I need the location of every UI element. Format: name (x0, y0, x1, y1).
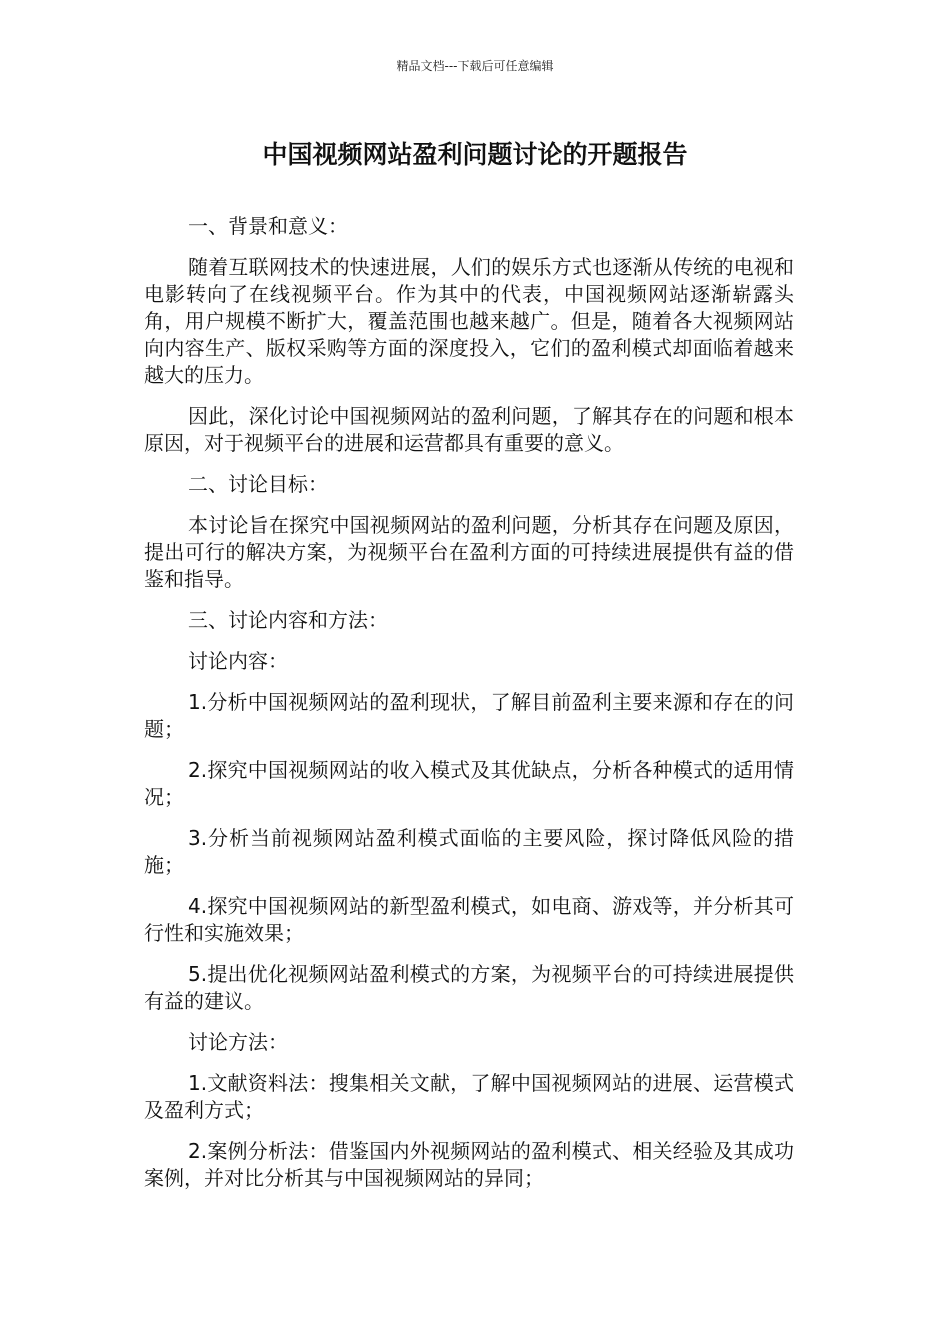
page-header-note: 精品文档---下载后可任意编辑 (396, 59, 554, 73)
content-item-4: 4.探究中国视频网站的新型盈利模式，如电商、游戏等，并分析其可行性和实施效果； (144, 894, 794, 945)
method-item-2: 2.案例分析法：借鉴国内外视频网站的盈利模式、相关经验及其成功案例，并对比分析其与中国视频网站的异同； (144, 1139, 794, 1190)
content-item-1: 1.分析中国视频网站的盈利现状，了解目前盈利主要来源和存在的问题； (144, 690, 794, 741)
paragraph-background-2: 因此，深化讨论中国视频网站的盈利问题，了解其存在的问题和根本原因，对于视频平台的进展和运营都具有重要的意义。 (144, 404, 794, 455)
content-item-2: 2.探究中国视频网站的收入模式及其优缺点，分析各种模式的适用情况； (144, 758, 794, 809)
section-heading-background: 一、背景和意义： (188, 214, 348, 238)
paragraph-background-1: 随着互联网技术的快速进展，人们的娱乐方式也逐渐从传统的电视和电影转向了在线视频平台。作为其中的代表，中国视频网站逐渐崭露头角，用户规模不断扩大，覆盖范围也越来越广。但是，随着各大视频网站向内容生产、版权采购等方面的深度投入，它们的盈利模式却面临着越来越大的压力。 (144, 255, 794, 387)
content-item-3: 3.分析当前视频网站盈利模式面临的主要风险，探讨降低风险的措施； (144, 826, 794, 877)
section-heading-objectives: 二、讨论目标： (188, 472, 328, 496)
content-item-5: 5.提出优化视频网站盈利模式的方案，为视频平台的可持续进展提供有益的建议。 (144, 962, 794, 1013)
section-heading-content-methods: 三、讨论内容和方法： (188, 608, 388, 632)
method-item-1: 1.文献资料法：搜集相关文献，了解中国视频网站的进展、运营模式及盈利方式； (144, 1071, 794, 1122)
document-title: 中国视频网站盈利问题讨论的开题报告 (262, 140, 688, 169)
subheading-content: 讨论内容： (188, 649, 288, 673)
subheading-methods: 讨论方法： (188, 1030, 288, 1054)
paragraph-objectives: 本讨论旨在探究中国视频网站的盈利问题，分析其存在问题及原因，提出可行的解决方案，为视频平台在盈利方面的可持续进展提供有益的借鉴和指导。 (144, 513, 794, 591)
document-body (144, 213, 794, 1206)
